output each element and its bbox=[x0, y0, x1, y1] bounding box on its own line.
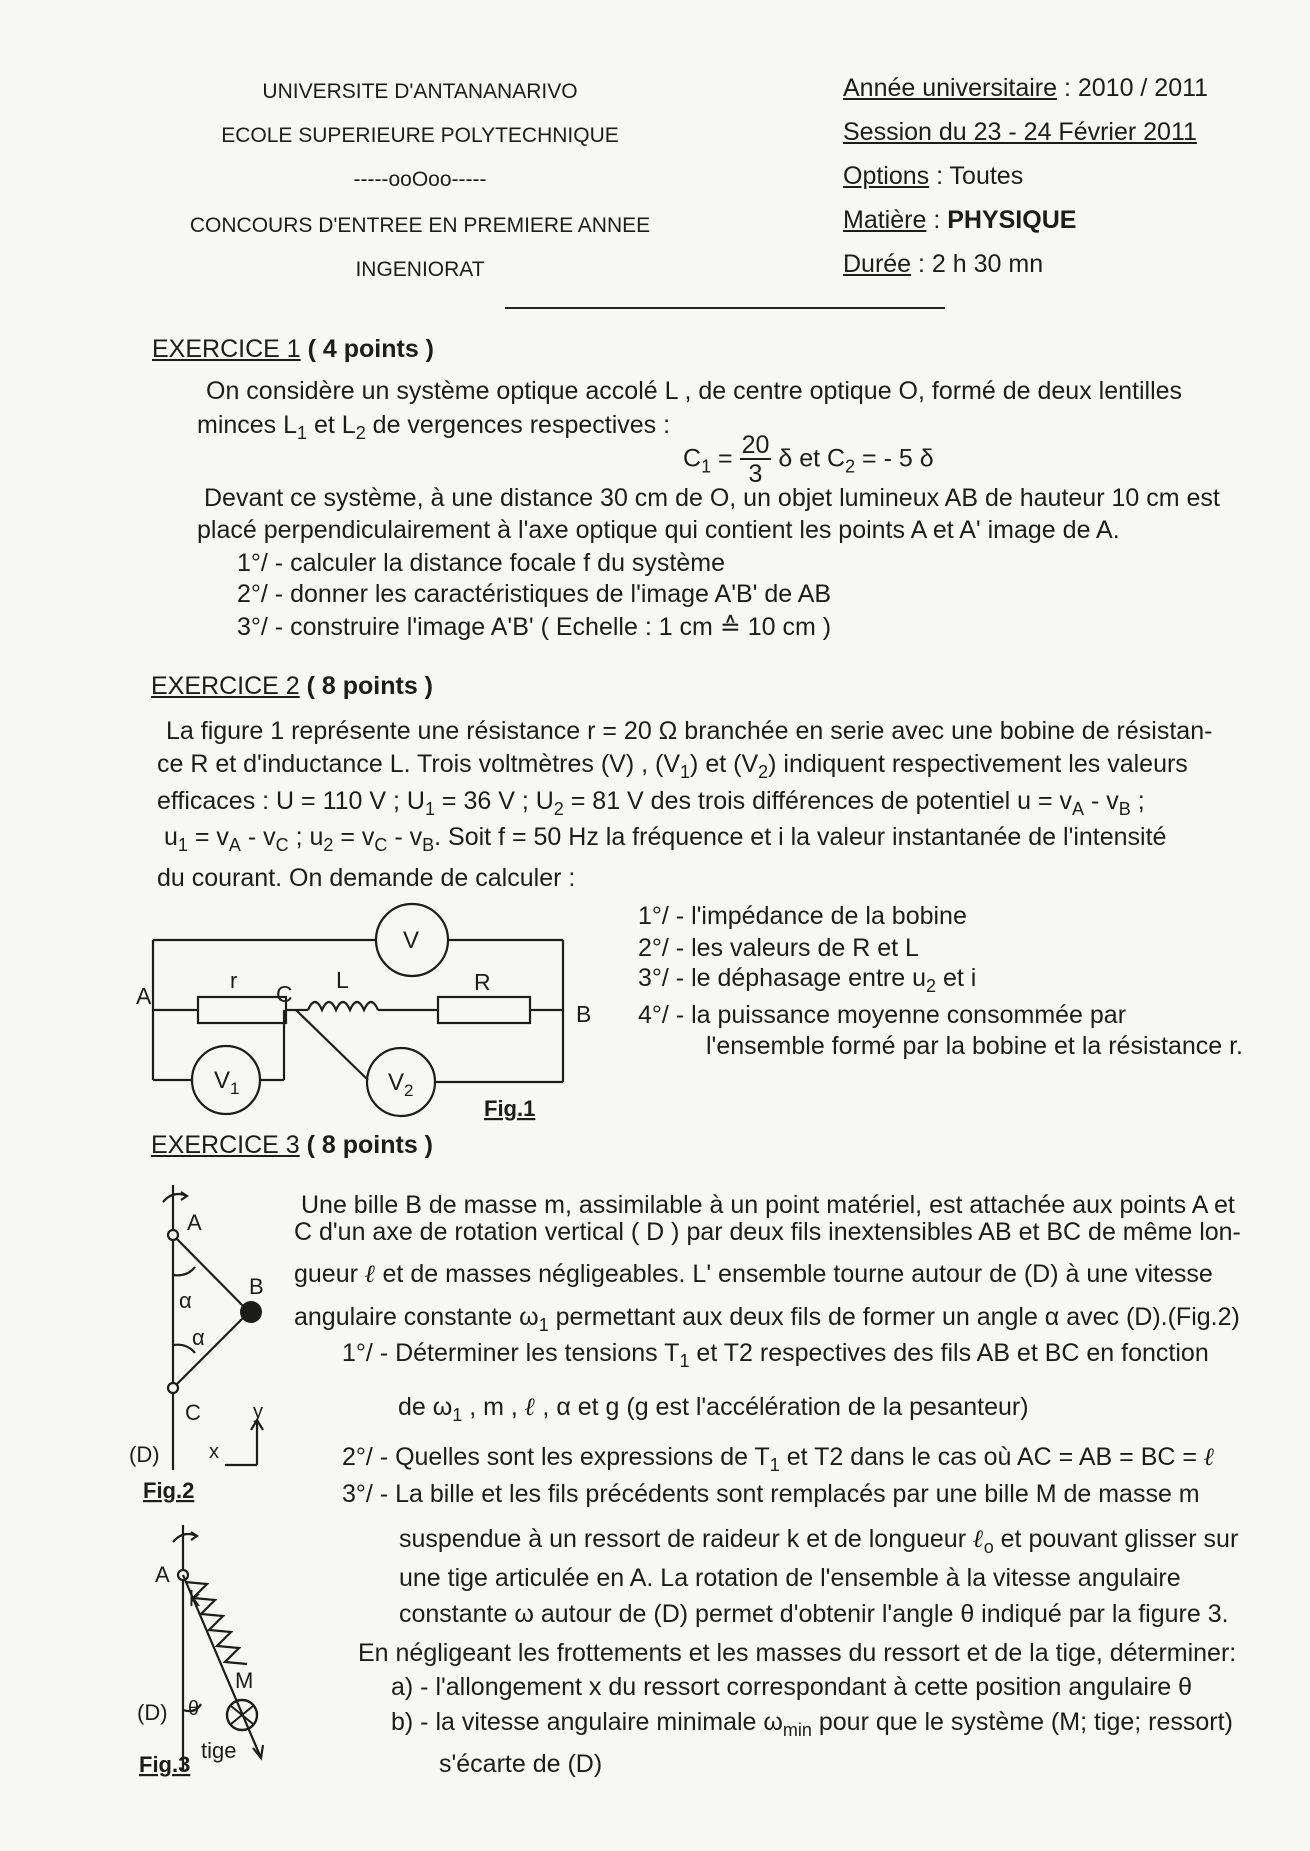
ex2-question: 2°/ - les valeurs de R et L bbox=[638, 934, 919, 962]
contest-name: CONCOURS D'ENTREE EN PREMIERE ANNEE bbox=[189, 214, 651, 237]
ex2-text: efficaces : U = 110 V ; $U_1 = 36$ V ; $U_2 = 81$ V des trois différences de potentiel $u = v_A - v_B$ ; bbox=[157, 787, 1145, 819]
ex3-question: 3°/ - La bille et les fils précédents sont remplacés par une bille M de masse m bbox=[342, 1480, 1200, 1508]
ex2-title: EXERCICE 2 ( 8 points ) bbox=[151, 672, 434, 700]
fig2-diagram bbox=[125, 1180, 285, 1505]
ex2-text: du courant. On demande de calculer : bbox=[157, 864, 576, 892]
ex2-text: $u_1 = v_A - v_C$ ; $u_2 = v_C - v_B$. Soit f = 50 Hz la fréquence et i la valeur instantanée de l'intensité bbox=[164, 823, 1167, 855]
ex2-question: 1°/ - l'impédance de la bobine bbox=[638, 902, 967, 930]
fig1-label-b: B bbox=[576, 1001, 592, 1027]
fig3-caption: Fig.3 bbox=[139, 1752, 191, 1777]
ex1-question: 2°/ - donner les caractéristiques de l'image A'B' de AB bbox=[237, 580, 832, 608]
ex3-question: constante ω autour de (D) permet d'obtenir l'angle θ indiqué par la figure 3. bbox=[399, 1600, 1229, 1628]
fig2-ball bbox=[240, 1301, 262, 1323]
fig1-voltmeter-v: V bbox=[403, 927, 420, 954]
fig1-voltmeter-v2: $V_2$ bbox=[388, 1069, 414, 1100]
fig2-label-alpha-top: α bbox=[179, 1288, 192, 1313]
ex1-question: 1°/ - calculer la distance focale f du système bbox=[237, 549, 726, 577]
ex2-text: La figure 1 représente une résistance r = 20 Ω branchée en serie avec une bobine de résistan- bbox=[166, 717, 1213, 745]
ex3-question: une tige articulée en A. La rotation de l'ensemble à la vitesse angulaire bbox=[399, 1564, 1181, 1592]
ex1-title: EXERCICE 1 ( 4 points ) bbox=[152, 335, 435, 363]
ex3-text: En négligeant les frottements et les masses du ressort et de la tige, déterminer: bbox=[358, 1639, 1237, 1667]
ex1-text: placé perpendiculairement à l'axe optique qui contient les points A et A' image de A. bbox=[197, 516, 1120, 544]
header-academic-year: Année universitaire : 2010 / 2011 bbox=[843, 74, 1209, 102]
ex1-text: Devant ce système, à une distance 30 cm de O, un objet lumineux AB de hauteur 10 cm est bbox=[204, 484, 1220, 512]
ex1-vergences-formula: $C_1$ = $\frac{20}{3}$ δ et $C_2$ = - 5 δ bbox=[683, 431, 934, 488]
ex3-question: s'écarte de (D) bbox=[439, 1750, 603, 1778]
university-name: UNIVERSITE D'ANTANANARIVO bbox=[262, 80, 578, 103]
fig1-circuit-diagram bbox=[128, 900, 592, 1130]
fig3-ball-hatch bbox=[231, 1706, 253, 1724]
header-duration: Durée : 2 h 30 mn bbox=[843, 250, 1044, 278]
ex3-text: C d'un axe de rotation vertical ( D ) par deux fils inextensibles AB et BC de même lon- bbox=[294, 1218, 1241, 1246]
fig2-label-b: B bbox=[249, 1274, 264, 1299]
ex1-text: On considère un système optique accolé L , de centre optique O, formé de deux lentilles bbox=[206, 377, 1183, 405]
ex1-text: minces $L_1$ et $L_2$ de vergences respectives : bbox=[197, 411, 671, 443]
fig3-label-a: A bbox=[155, 1562, 170, 1587]
fig1-label-a: A bbox=[136, 983, 152, 1009]
fig3-label-tige: tige bbox=[201, 1738, 237, 1763]
ex2-question: l'ensemble formé par la bobine et la résistance r. bbox=[706, 1032, 1243, 1060]
ex2-question: 3°/ - le déphasage entre $u_2$ et i bbox=[638, 964, 977, 996]
fig1-voltmeter-v1: $V_1$ bbox=[214, 1067, 240, 1098]
ex3-question: b) - la vitesse angulaire minimale $\omega_{min}$ pour que le système (M; tige; ressort) bbox=[391, 1708, 1233, 1740]
fig1-label-c: C bbox=[276, 981, 293, 1007]
fig3-label-theta: θ bbox=[188, 1698, 200, 1720]
header-session: Session du 23 - 24 Février 2011 bbox=[843, 118, 1197, 146]
ex3-question: de $\omega_1$ , m , ℓ , α et g (g est l'accélération de la pesanteur) bbox=[398, 1393, 1029, 1425]
fig2-caption: Fig.2 bbox=[143, 1478, 195, 1503]
fig1-caption: Fig.1 bbox=[484, 1096, 536, 1121]
fig1-label-r: r bbox=[230, 968, 238, 993]
ex2-text: ce R et d'inductance L. Trois voltmètres (V) , $(V_1)$ et $(V_2)$ indiquent respectivement les valeurs bbox=[157, 750, 1188, 782]
fig2-label-alpha-bottom: α bbox=[192, 1325, 205, 1350]
fig2-axis-x: x bbox=[209, 1441, 219, 1463]
ex3-question: suspendue à un ressort de raideur k et de longueur ℓ$_o$ et pouvant glisser sur bbox=[399, 1525, 1239, 1557]
header-subject: Matière : PHYSIQUE bbox=[843, 206, 1077, 234]
fig3-label-k: k bbox=[189, 1586, 200, 1611]
ex3-text: angulaire constante $\omega_1$ permettant aux deux fils de former un angle α avec (D).(Fig.2) bbox=[294, 1303, 1240, 1335]
ex3-question: a) - l'allongement x du ressort correspondant à cette position angulaire θ bbox=[391, 1673, 1193, 1701]
fig2-label-d: (D) bbox=[129, 1442, 160, 1467]
fig1-label-rbig: R bbox=[474, 969, 491, 995]
separator-ornament: -----ooOoo----- bbox=[353, 168, 487, 191]
contest-track: INGENIORAT bbox=[355, 258, 485, 281]
fig2-axis-y: y bbox=[253, 1401, 263, 1423]
header-options: Options : Toutes bbox=[843, 162, 1024, 190]
fig2-label-c: C bbox=[185, 1400, 201, 1425]
fig1-label-l: L bbox=[336, 967, 349, 993]
fig3-label-m: M bbox=[235, 1668, 254, 1693]
ex3-question: 2°/ - Quelles sont les expressions de $T_1$ et T2 dans le cas où AC = AB = BC = ℓ bbox=[342, 1443, 1215, 1475]
fig2-label-a: A bbox=[187, 1210, 202, 1235]
ex1-question: 3°/ - construire l'image A'B' ( Echelle : 1 cm ≙ 10 cm ) bbox=[237, 613, 832, 641]
fig3-label-d: (D) bbox=[137, 1700, 168, 1725]
ex3-text: gueur ℓ et de masses négligeables. L' ensemble tourne autour de (D) à une vitesse bbox=[294, 1260, 1213, 1288]
school-name: ECOLE SUPERIEURE POLYTECHNIQUE bbox=[221, 124, 619, 147]
ex3-text: Une bille B de masse m, assimilable à un point matériel, est attachée aux points A et bbox=[301, 1191, 1235, 1219]
header-divider bbox=[505, 307, 945, 309]
ex3-title: EXERCICE 3 ( 8 points ) bbox=[151, 1131, 434, 1159]
ex3-question: 1°/ - Déterminer les tensions $T_1$ et T2 respectives des fils AB et BC en fonction bbox=[342, 1339, 1209, 1371]
ex2-question: 4°/ - la puissance moyenne consommée par bbox=[638, 1001, 1127, 1029]
fig3-diagram bbox=[125, 1520, 285, 1780]
